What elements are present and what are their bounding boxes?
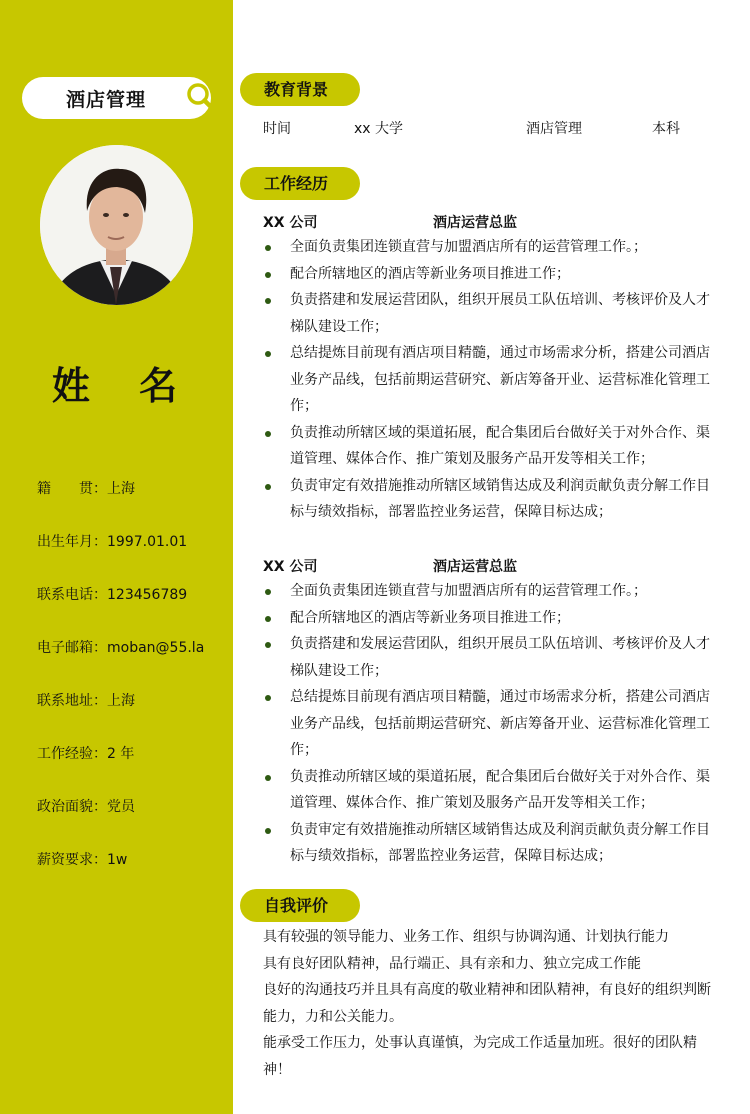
list-item: 总结提炼目前现有酒店项目精髓，通过市场需求分析，搭建公司酒店业务产品线，包括前期运营研究、新店筹备开业、运营标准化管理工作； — [263, 684, 713, 764]
list-item: 配合所辖地区的酒店等新业务项目推进工作； — [263, 605, 713, 632]
self-eval-title: 自我评价 — [240, 889, 360, 922]
work-title: 工作经历 — [240, 167, 360, 200]
search-icon[interactable] — [185, 81, 219, 115]
education-degree: 本科 — [652, 121, 680, 137]
job-1-duties — [263, 234, 713, 526]
info-birthdate: 出生年月：1997.01.01 — [37, 534, 188, 550]
list-item: 负责搭建和发展运营团队，组织开展员工队伍培训、考核评价及人才梯队建设工作； — [263, 631, 713, 684]
info-phone: 联系电话：123456789 — [37, 587, 188, 603]
info-experience: 工作经验：2 年 — [37, 746, 135, 762]
info-political: 政治面貌：党员 — [37, 799, 135, 815]
main-content — [233, 0, 750, 1114]
self-eval-line: 具有较强的领导能力、业务工作、组织与协调沟通、计划执行能力 — [263, 929, 669, 945]
sidebar — [0, 0, 233, 1114]
list-item: 负责审定有效措施推动所辖区域销售达成及利润贡献负责分解工作目标与绩效指标，部署监控业务运营，保障目标达成； — [263, 817, 713, 870]
job-1-company: XX 公司 — [263, 215, 318, 231]
job-2-duties — [263, 578, 713, 870]
education-school: xx 大学 — [354, 121, 404, 137]
job-2-company: XX 公司 — [263, 559, 318, 575]
avatar — [40, 145, 193, 305]
list-item: 全面负责集团连锁直营与加盟酒店所有的运营管理工作。； — [263, 578, 713, 605]
info-address: 联系地址：上海 — [37, 693, 135, 709]
self-eval-line: 能承受工作压力，处事认真谨慎，为完成工作适量加班。很好的团队精神！ — [263, 1035, 697, 1078]
education-title: 教育背景 — [240, 73, 360, 106]
self-eval-line: 具有良好团队精神，品行端正、具有亲和力、独立完成工作能 — [263, 955, 641, 972]
search-title: 酒店管理 — [66, 89, 147, 111]
info-salary: 薪资要求：1w — [37, 852, 128, 868]
portrait-image — [40, 145, 193, 305]
education-time: 时间 — [263, 121, 291, 137]
list-item: 总结提炼目前现有酒店项目精髓，通过市场需求分析，搭建公司酒店业务产品线，包括前期运营研究、新店筹备开业、运营标准化管理工作； — [263, 340, 713, 420]
education-major: 酒店管理 — [526, 121, 582, 137]
self-eval-line: 良好的沟通技巧并且具有高度的敬业精神和团队精神，有良好的组织判断能力，力和公关能力。 — [263, 982, 711, 1025]
list-item: 负责搭建和发展运营团队，组织开展员工队伍培训、考核评价及人才梯队建设工作； — [263, 287, 713, 340]
info-hometown: 籍 贯：上海 — [37, 481, 135, 497]
list-item: 配合所辖地区的酒店等新业务项目推进工作； — [263, 261, 713, 288]
search-pill[interactable] — [22, 77, 211, 119]
self-eval-text — [263, 924, 723, 1083]
job-1-position: 酒店运营总监 — [433, 215, 517, 231]
list-item: 全面负责集团连锁直营与加盟酒店所有的运营管理工作。； — [263, 234, 713, 261]
info-email: 电子邮箱：moban@55.la — [37, 640, 205, 656]
job-2-position: 酒店运营总监 — [433, 559, 517, 575]
list-item: 负责推动所辖区域的渠道拓展，配合集团后台做好关于对外合作、渠道管理、媒体合作、推广策划及服务产品开发等相关工作； — [263, 420, 713, 473]
list-item: 负责推动所辖区域的渠道拓展，配合集团后台做好关于对外合作、渠道管理、媒体合作、推广策划及服务产品开发等相关工作； — [263, 764, 713, 817]
list-item: 负责审定有效措施推动所辖区域销售达成及利润贡献负责分解工作目标与绩效指标，部署监控业务运营，保障目标达成； — [263, 473, 713, 526]
person-name: 姓 名 — [51, 364, 196, 408]
